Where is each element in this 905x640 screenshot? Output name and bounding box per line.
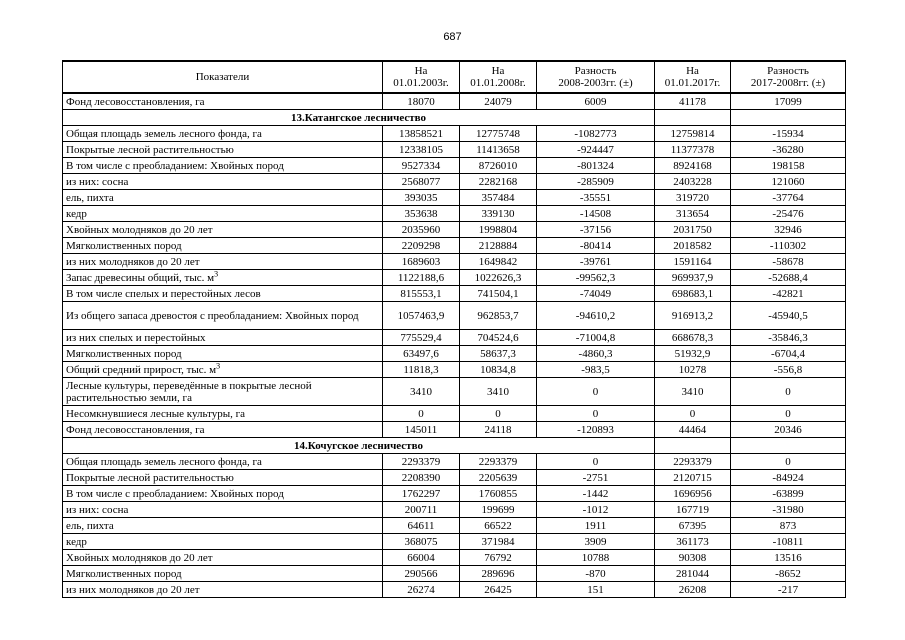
column-header	[537, 61, 655, 93]
value-cell: 13858521	[383, 126, 460, 142]
value-cell: 26274	[383, 582, 460, 598]
row-label	[63, 454, 383, 470]
value-cell: 1022626,3	[460, 270, 537, 286]
value-cell: 44464	[655, 422, 731, 438]
value-cell: 815553,1	[383, 286, 460, 302]
table-row	[63, 254, 846, 270]
value-cell: 20346	[731, 422, 846, 438]
value-cell: 2293379	[383, 454, 460, 470]
value-cell: 0	[383, 406, 460, 422]
value-cell: -58678	[731, 254, 846, 270]
column-header	[63, 61, 383, 93]
row-label	[63, 254, 383, 270]
value-cell: -39761	[537, 254, 655, 270]
row-label-text: кедр	[66, 535, 87, 548]
value-cell: 2568077	[383, 174, 460, 190]
value-cell: -99562,3	[537, 270, 655, 286]
column-header-line: Разность	[574, 65, 617, 77]
table-row	[63, 534, 846, 550]
row-label-text: Хвойных молодняков до 20 лет	[66, 551, 213, 564]
row-label-text: Лесные культуры, переведённые в покрытые лесной растительностью земли, га	[66, 379, 312, 404]
value-cell: -42821	[731, 286, 846, 302]
value-cell: 26208	[655, 582, 731, 598]
row-label	[63, 238, 383, 254]
table-row	[63, 286, 846, 302]
empty-cell	[731, 438, 846, 454]
value-cell: 151	[537, 582, 655, 598]
page-number: 687	[443, 31, 462, 43]
value-cell: 10788	[537, 550, 655, 566]
value-cell: 10834,8	[460, 362, 537, 378]
value-cell: -870	[537, 566, 655, 582]
value-cell: 1998804	[460, 222, 537, 238]
value-cell: 8924168	[655, 158, 731, 174]
row-label-text: Общая площадь земель лесного фонда, га	[66, 127, 262, 140]
row-label	[63, 378, 383, 406]
value-cell: 1591164	[655, 254, 731, 270]
value-cell: 361173	[655, 534, 731, 550]
value-cell: 289696	[460, 566, 537, 582]
value-cell: 0	[460, 406, 537, 422]
row-label	[63, 158, 383, 174]
row-label	[63, 502, 383, 518]
row-label-text: Хвойных молодняков до 20 лет	[66, 223, 213, 236]
table-row	[63, 93, 846, 110]
value-cell: 6009	[537, 93, 655, 110]
row-label	[63, 330, 383, 346]
table-row	[63, 126, 846, 142]
value-cell: 2293379	[655, 454, 731, 470]
section-header-row	[63, 438, 846, 454]
value-cell: -94610,2	[537, 302, 655, 330]
value-cell: 2018582	[655, 238, 731, 254]
value-cell: 26425	[460, 582, 537, 598]
value-cell: 11413658	[460, 142, 537, 158]
table-row	[63, 222, 846, 238]
row-label-text: Фонд лесовосстановления, га	[66, 95, 205, 108]
row-label	[63, 362, 383, 378]
table-header-row	[63, 61, 846, 93]
row-label-text: Из общего запаса древостоя с преобладанием: Хвойных пород	[66, 309, 359, 322]
value-cell: 2403228	[655, 174, 731, 190]
value-cell: -15934	[731, 126, 846, 142]
value-cell: 121060	[731, 174, 846, 190]
value-cell: -80414	[537, 238, 655, 254]
row-label-text: ель, пихта	[66, 519, 114, 532]
row-label	[63, 126, 383, 142]
value-cell: 18070	[383, 93, 460, 110]
value-cell: 368075	[383, 534, 460, 550]
value-cell: 2120715	[655, 470, 731, 486]
value-cell: 24079	[460, 93, 537, 110]
value-cell: 357484	[460, 190, 537, 206]
value-cell: 0	[731, 454, 846, 470]
row-label	[63, 286, 383, 302]
value-cell: 2293379	[460, 454, 537, 470]
value-cell: 2128884	[460, 238, 537, 254]
value-cell: 13516	[731, 550, 846, 566]
value-cell: 2035960	[383, 222, 460, 238]
value-cell: -924447	[537, 142, 655, 158]
value-cell: 0	[537, 454, 655, 470]
section-title: 13.Катангское лесничество	[63, 110, 655, 126]
value-cell: -74049	[537, 286, 655, 302]
column-header-line: На	[686, 65, 699, 77]
column-header-line: 2008-2003гг. (±)	[558, 77, 633, 89]
value-cell: -120893	[537, 422, 655, 438]
row-label-text: ель, пихта	[66, 191, 114, 204]
table-row	[63, 330, 846, 346]
table-row	[63, 378, 846, 406]
column-header	[383, 61, 460, 93]
value-cell: -1082773	[537, 126, 655, 142]
value-cell: -556,8	[731, 362, 846, 378]
empty-cell	[655, 438, 731, 454]
column-header-line: На	[491, 65, 505, 77]
value-cell: 281044	[655, 566, 731, 582]
forest-fund-table	[62, 60, 846, 598]
table-row	[63, 238, 846, 254]
table-row	[63, 142, 846, 158]
value-cell: -25476	[731, 206, 846, 222]
value-cell: 24118	[460, 422, 537, 438]
value-cell: 12775748	[460, 126, 537, 142]
value-cell: 668678,3	[655, 330, 731, 346]
value-cell: 1689603	[383, 254, 460, 270]
table-row	[63, 362, 846, 378]
value-cell: 145011	[383, 422, 460, 438]
value-cell: 1696956	[655, 486, 731, 502]
value-cell: 0	[537, 406, 655, 422]
table-row	[63, 302, 846, 330]
value-cell: 0	[731, 406, 846, 422]
value-cell: 2208390	[383, 470, 460, 486]
table-row	[63, 174, 846, 190]
value-cell: 11377378	[655, 142, 731, 158]
value-cell: 339130	[460, 206, 537, 222]
table-row	[63, 486, 846, 502]
row-label-text: Общая площадь земель лесного фонда, га	[66, 455, 262, 468]
value-cell: 313654	[655, 206, 731, 222]
value-cell: -37156	[537, 222, 655, 238]
table-row	[63, 470, 846, 486]
table-row	[63, 582, 846, 598]
row-label	[63, 222, 383, 238]
value-cell: 1760855	[460, 486, 537, 502]
value-cell: 353638	[383, 206, 460, 222]
value-cell: 64611	[383, 518, 460, 534]
row-label	[63, 346, 383, 362]
value-cell: -52688,4	[731, 270, 846, 286]
table-row	[63, 346, 846, 362]
row-label-text: Несомкнувшиеся лесные культуры, га	[66, 407, 246, 420]
row-label-text: кедр	[66, 207, 87, 220]
column-header-line: 01.01.2017г.	[664, 77, 721, 89]
value-cell: 63497,6	[383, 346, 460, 362]
value-cell: 3909	[537, 534, 655, 550]
value-cell: 3410	[655, 378, 731, 406]
column-header-line: Показатели	[195, 71, 250, 83]
row-label-text: В том числе с преобладанием: Хвойных пород	[66, 159, 284, 172]
row-label	[63, 93, 383, 110]
table-body	[63, 93, 846, 598]
row-label-text: Мягколиственных пород	[66, 567, 182, 580]
row-label-text: из них молодняков до 20 лет	[66, 255, 200, 268]
value-cell: -983,5	[537, 362, 655, 378]
value-cell: 167719	[655, 502, 731, 518]
value-cell: 393035	[383, 190, 460, 206]
row-label	[63, 582, 383, 598]
value-cell: 51932,9	[655, 346, 731, 362]
value-cell: 8726010	[460, 158, 537, 174]
column-header	[731, 61, 846, 93]
value-cell: 1911	[537, 518, 655, 534]
row-label-text: В том числе с преобладанием: Хвойных пород	[66, 487, 284, 500]
value-cell: 3410	[460, 378, 537, 406]
table-row	[63, 502, 846, 518]
column-header-line: 2017-2008гг. (±)	[750, 77, 826, 89]
value-cell: 775529,4	[383, 330, 460, 346]
value-cell: 66522	[460, 518, 537, 534]
row-label	[63, 566, 383, 582]
value-cell: 10278	[655, 362, 731, 378]
value-cell: 962853,7	[460, 302, 537, 330]
value-cell: 319720	[655, 190, 731, 206]
row-label	[63, 302, 383, 330]
row-label	[63, 406, 383, 422]
value-cell: -45940,5	[731, 302, 846, 330]
value-cell: 58637,3	[460, 346, 537, 362]
value-cell: 0	[731, 378, 846, 406]
value-cell: -37764	[731, 190, 846, 206]
table-row	[63, 206, 846, 222]
value-cell: 1762297	[383, 486, 460, 502]
row-label-text: Покрытые лесной растительностью	[66, 143, 234, 156]
table-row	[63, 190, 846, 206]
value-cell: 704524,6	[460, 330, 537, 346]
value-cell: 0	[655, 406, 731, 422]
value-cell: -84924	[731, 470, 846, 486]
value-cell: 17099	[731, 93, 846, 110]
value-cell: 0	[537, 378, 655, 406]
value-cell: 741504,1	[460, 286, 537, 302]
column-header-line: 01.01.2003г.	[393, 77, 449, 89]
row-label	[63, 270, 383, 286]
value-cell: 2209298	[383, 238, 460, 254]
value-cell: 199699	[460, 502, 537, 518]
value-cell: -285909	[537, 174, 655, 190]
value-cell: -35846,3	[731, 330, 846, 346]
table-row	[63, 518, 846, 534]
value-cell: 1057463,9	[383, 302, 460, 330]
value-cell: 9527334	[383, 158, 460, 174]
value-cell: 698683,1	[655, 286, 731, 302]
value-cell: 90308	[655, 550, 731, 566]
value-cell: -10811	[731, 534, 846, 550]
value-cell: -6704,4	[731, 346, 846, 362]
row-label-text: Фонд лесовосстановления, га	[66, 423, 205, 436]
value-cell: 1649842	[460, 254, 537, 270]
value-cell: 2031750	[655, 222, 731, 238]
value-cell: -1442	[537, 486, 655, 502]
section-title: 14.Кочугское лесничество	[63, 438, 655, 454]
unit-superscript: 3	[214, 268, 219, 278]
row-label	[63, 422, 383, 438]
row-label	[63, 534, 383, 550]
row-label-text: Покрытые лесной растительностью	[66, 471, 234, 484]
value-cell: 2205639	[460, 470, 537, 486]
row-label-text: из них спелых и перестойных	[66, 331, 206, 344]
section-header-row	[63, 110, 846, 126]
table-row	[63, 566, 846, 582]
value-cell: 66004	[383, 550, 460, 566]
value-cell: -35551	[537, 190, 655, 206]
value-cell: 2282168	[460, 174, 537, 190]
row-label-text: Мягколиственных пород	[66, 347, 182, 360]
value-cell: 67395	[655, 518, 731, 534]
column-header-line: Разность	[767, 65, 809, 77]
row-label	[63, 470, 383, 486]
empty-cell	[655, 110, 731, 126]
value-cell: -801324	[537, 158, 655, 174]
table-row	[63, 454, 846, 470]
table-row	[63, 550, 846, 566]
value-cell: -4860,3	[537, 346, 655, 362]
row-label	[63, 206, 383, 222]
value-cell: 1122188,6	[383, 270, 460, 286]
value-cell: 198158	[731, 158, 846, 174]
value-cell: -2751	[537, 470, 655, 486]
column-header	[460, 61, 537, 93]
value-cell: 200711	[383, 502, 460, 518]
value-cell: 11818,3	[383, 362, 460, 378]
empty-cell	[731, 110, 846, 126]
value-cell: -31980	[731, 502, 846, 518]
value-cell: 76792	[460, 550, 537, 566]
value-cell: 969937,9	[655, 270, 731, 286]
unit-superscript: 3	[216, 360, 221, 370]
value-cell: -8652	[731, 566, 846, 582]
row-label-text: В том числе спелых и перестойных лесов	[66, 287, 261, 300]
row-label	[63, 190, 383, 206]
column-header	[655, 61, 731, 93]
value-cell: 12338105	[383, 142, 460, 158]
row-label-text: из них молодняков до 20 лет	[66, 583, 200, 596]
row-label	[63, 518, 383, 534]
row-label-text: Мягколиственных пород	[66, 239, 182, 252]
row-label	[63, 174, 383, 190]
value-cell: -217	[731, 582, 846, 598]
value-cell: -14508	[537, 206, 655, 222]
row-label	[63, 550, 383, 566]
table-row	[63, 422, 846, 438]
value-cell: 290566	[383, 566, 460, 582]
value-cell: 873	[731, 518, 846, 534]
row-label-text: Запас древесины общий, тыс. м	[66, 271, 215, 284]
row-label	[63, 486, 383, 502]
table-row	[63, 270, 846, 286]
table-row	[63, 158, 846, 174]
value-cell: -1012	[537, 502, 655, 518]
value-cell: 12759814	[655, 126, 731, 142]
column-header-line: 01.01.2008г.	[470, 77, 526, 89]
value-cell: -71004,8	[537, 330, 655, 346]
row-label	[63, 142, 383, 158]
row-label-text: Общий средний прирост, тыс. м	[66, 363, 217, 376]
value-cell: -36280	[731, 142, 846, 158]
row-label-text: из них: сосна	[66, 503, 129, 516]
value-cell: 371984	[460, 534, 537, 550]
value-cell: -63899	[731, 486, 846, 502]
column-header-line: На	[414, 65, 428, 77]
value-cell: 41178	[655, 93, 731, 110]
value-cell: -110302	[731, 238, 846, 254]
value-cell: 916913,2	[655, 302, 731, 330]
row-label-text: из них: сосна	[66, 175, 129, 188]
value-cell: 32946	[731, 222, 846, 238]
table-row	[63, 406, 846, 422]
value-cell: 3410	[383, 378, 460, 406]
